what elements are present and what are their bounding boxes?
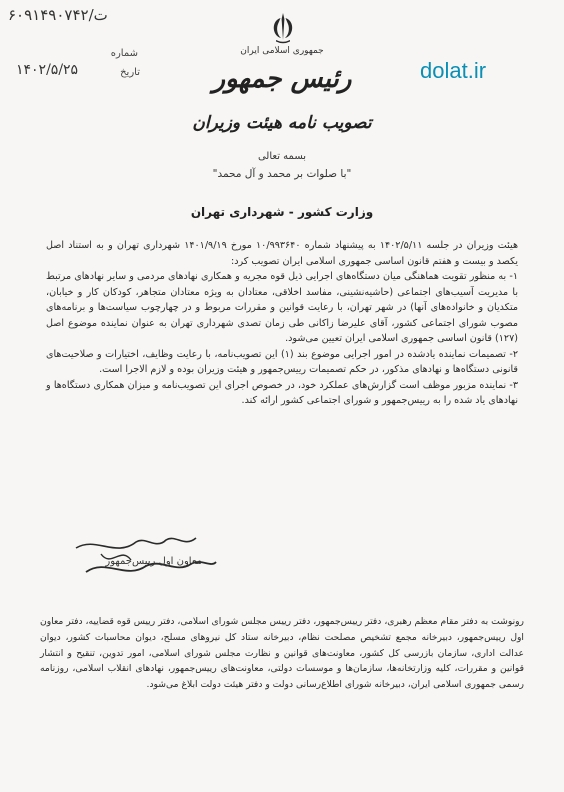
number-label: شماره: [110, 48, 138, 59]
body-paragraph: ۳- نماینده مزبور موظف است گزارش‌های عملکرد خود، در خصوص اجرای این تصویب‌نامه و میزان همکاری دستگاه‌ها و نهادهای یاد شده را به رییس‌جمهور و شورای اجتماعی کشور ارائه کند.: [46, 379, 518, 406]
bism-line: بسمه تعالی: [257, 151, 307, 162]
iran-emblem-icon: [265, 10, 301, 46]
body-paragraph: ۲- تصمیمات نماینده یادشده در امور اجرایی موضوع بند (۱) این تصویب‌نامه، با رعایت وظایف، اختیارات و صلاحیت‌های قانونی دستگاه‌ها و نهادهای مذکور، در حکم تصمیمات رییس‌جمهور و هیئت وزیران بوده و لازم الاجرا است.: [46, 348, 518, 375]
office-title: رئیس جمهور: [212, 64, 352, 94]
date-label: تاریخ: [120, 67, 140, 78]
signer-title: معاون اول رییس‌جمهور: [105, 556, 202, 567]
body-paragraph: هیئت وزیران در جلسه ۱۴۰۲/۵/۱۱ به پیشنهاد شماره ۱۰/۹۹۳۶۴۰ مورخ ۱۴۰۱/۹/۱۹ شهرداری تهران و به استناد اصل یکصد و بیست و هفتم قانون اساسی جمهوری اسلامی ایران تصویب کرد:: [46, 240, 518, 267]
body-paragraph: ۱- به منظور تقویت هماهنگی میان دستگاه‌های اجرایی ذیل قوه مجریه و همکاری نهادهای مردمی و سایر نهادهای مرتبط با مدیریت آسیب‌های اجتماعی (حاشیه‌نشینی، مفاسد اخلاقی، معتادان به ویژه معتادان متجاهر، کودکان کار و خیابان، متکدیان و خانواده‌های آنها) در شهر تهران، با رعایت قوانین و مقررات مربوط و در چهارچوب سیاست‌ها و برنامه‌های مصوب شورای اجتماعی کشور، آقای علیرضا زاکانی طی زمان تصدی شهرداری تهران به عنوان نماینده موضوع اصل (۱۲۷) قانون اساسی جمهوری اسلامی ایران تعیین می‌شود.: [46, 271, 518, 344]
decree-body: [46, 238, 518, 409]
republic-title: جمهوری اسلامی ایران: [240, 46, 324, 56]
copies-text: رونوشت به دفتر مقام معظم رهبری، دفتر رییس‌جمهور، دفتر رییس مجلس شورای اسلامی، دفتر رییس قوه قضاییه، دفتر معاون اول رییس‌جمهور، دبیرخانه مجمع تشخیص مصلحت نظام، دبیرخانه ستاد کل نیروهای مسلح، دیوان محاسبات کشور، دیوان عدالت اداری، سازمان بازرسی کل کشور، معاونت‌های قوانین و نظارت مجلس شورای اسلامی، امور تدوین، تنقیح و انتشار قوانین و مقررات، کلیه وزارتخانه‌ها، سازمان‌ها و موسسات دولتی، معاونت‌های رییس‌جمهور، نهادهای انقلاب اسلامی، روزنامه رسمی جمهوری اسلامی ایران، دبیرخانه شورای اطلاع‌رسانی دولت و دفتر هیئت دولت ابلاغ می‌شود.: [40, 616, 524, 691]
copies-distribution: [40, 614, 524, 693]
salavat-line: "با صلوات بر محمد و آل محمد": [212, 168, 352, 180]
document-type-title: تصویب نامه هیئت وزیران: [192, 113, 372, 133]
addressee: وزارت کشور - شهرداری تهران: [190, 205, 374, 219]
watermark: dolat.ir: [420, 58, 487, 83]
reference-number: ۶۰۹۱۴ت/۹۰۷۴۲: [8, 6, 108, 24]
date-value: ۱۴۰۲/۵/۲۵: [16, 62, 79, 78]
